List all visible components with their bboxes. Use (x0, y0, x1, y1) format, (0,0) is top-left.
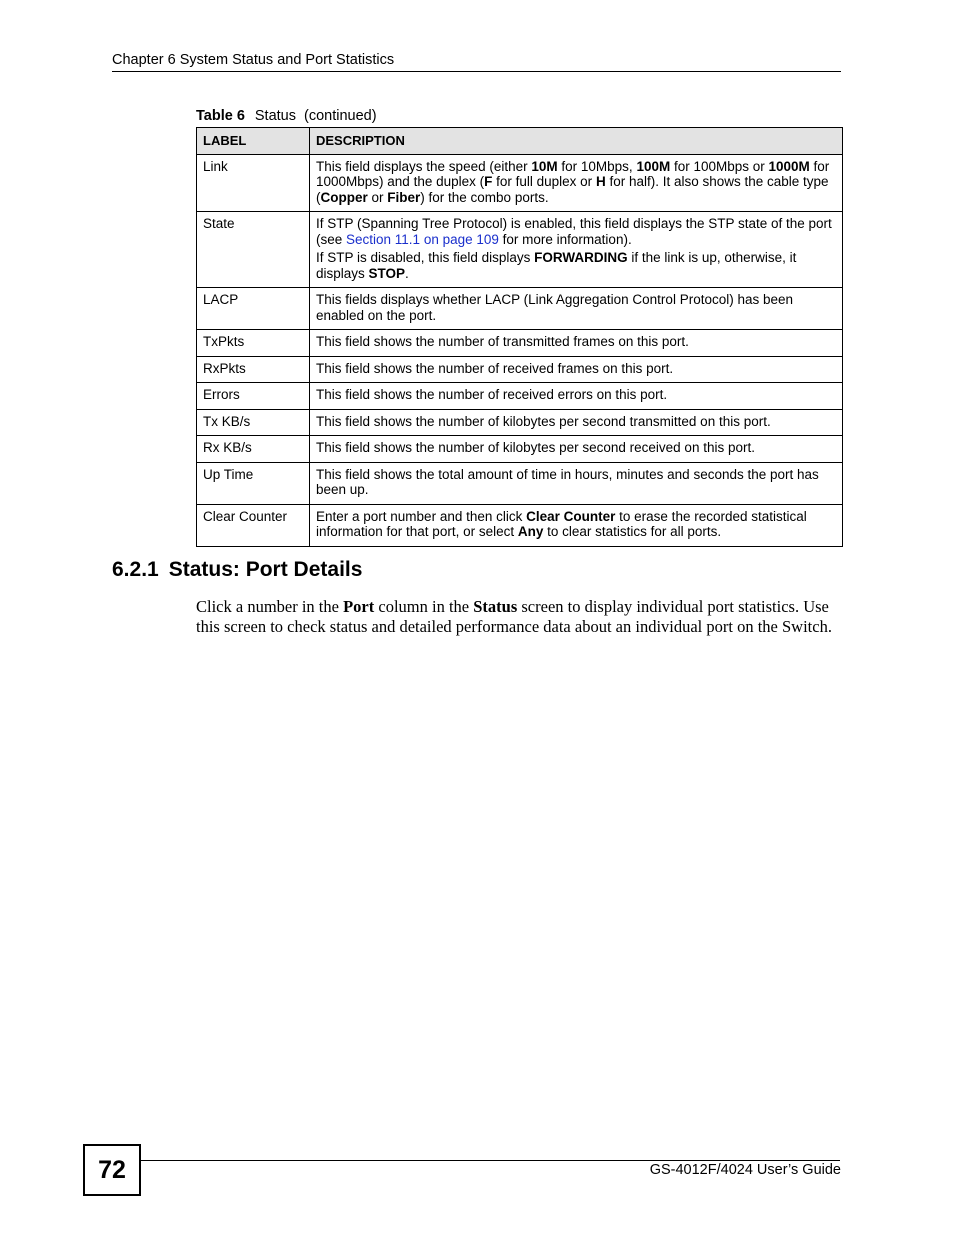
chapter-title: Chapter 6 System Status and Port Statistics (112, 52, 395, 68)
description-paragraph (316, 467, 836, 498)
table-row (197, 504, 843, 546)
row-label: LACP (197, 288, 310, 330)
text-segment: for 100Mbps or (670, 158, 769, 174)
body-bold-status: Status (473, 597, 518, 616)
text-segment: for 10Mbps, (557, 158, 637, 174)
description-paragraph (316, 509, 836, 540)
row-description (310, 154, 843, 212)
description-paragraph (316, 159, 836, 206)
description-paragraph (316, 250, 836, 281)
description-paragraph (316, 361, 836, 377)
body-text-segment: column in the (374, 597, 474, 616)
text-segment: if the link is up, otherwise, it displays (316, 250, 797, 281)
text-segment: This field shows the number of received frames on this port. (316, 360, 674, 376)
text-segment: This field shows the number of transmitted frames on this port. (316, 334, 689, 349)
text-segment: to erase the recorded statistical information for that port, or select (316, 508, 807, 539)
description-paragraph (316, 334, 836, 350)
table-row (197, 154, 843, 212)
row-description (310, 288, 843, 330)
text-segment: This field displays the speed (either (316, 158, 532, 174)
row-description (310, 504, 843, 546)
body-text-segment: Click a number in the (196, 597, 344, 616)
table-body (197, 154, 843, 546)
table-row (197, 436, 843, 463)
bold-term: FORWARDING (534, 250, 628, 265)
text-segment: This field shows the number of received errors on this port. (316, 387, 668, 402)
text-segment: This field shows the number of kilobytes per second transmitted on this port. (316, 413, 771, 429)
text-segment: to clear statistics for all ports. (543, 524, 722, 539)
bold-term: 10M (531, 158, 558, 174)
row-label: State (197, 212, 310, 288)
bold-term: Any (517, 524, 544, 539)
running-header (112, 52, 841, 72)
section-number: 6.2.1 (112, 558, 159, 581)
bold-term: F (484, 174, 493, 189)
description-paragraph (316, 292, 836, 323)
table-caption (196, 108, 377, 124)
row-label: RxPkts (197, 356, 310, 383)
row-label: Up Time (197, 462, 310, 504)
text-segment: This fields displays whether LACP (Link Aggregation Control Protocol) has been enabled on the port. (316, 292, 794, 323)
row-label: Rx KB/s (197, 436, 310, 463)
row-description (310, 356, 843, 383)
row-description (310, 462, 843, 504)
table-header-row (197, 128, 843, 155)
table-number: Table 6 (196, 108, 245, 124)
text-segment: Enter a port number and then click (316, 508, 527, 524)
bold-term: 100M (636, 158, 671, 174)
bold-term: Fiber (387, 189, 421, 205)
bold-term: Clear Counter (526, 508, 616, 524)
text-segment: This field shows the number of kilobytes per second received on this port. (316, 440, 755, 455)
body-bold-port: Port (343, 597, 375, 616)
description-paragraph (316, 440, 836, 456)
label-column-header: LABEL (197, 128, 310, 155)
text-segment: ) for the combo ports. (420, 189, 549, 205)
page-number-box (83, 1144, 141, 1196)
row-description (310, 409, 843, 436)
text-segment: If STP (Spanning Tree Protocol) is enabled, this field displays the STP state of the port (see (316, 216, 832, 247)
table-row (197, 462, 843, 504)
section-title: Status: Port Details (168, 558, 363, 581)
row-label: Errors (197, 383, 310, 410)
page-number: 72 (98, 1155, 126, 1184)
table-row (197, 330, 843, 357)
text-segment: or (367, 189, 388, 205)
row-description (310, 383, 843, 410)
bold-term: STOP (368, 265, 406, 281)
text-segment: If STP is disabled, this field displays (316, 250, 535, 265)
table-row (197, 356, 843, 383)
status-table (196, 127, 843, 547)
table-row (197, 409, 843, 436)
description-column-header: DESCRIPTION (310, 128, 843, 155)
description-paragraph (316, 414, 836, 430)
row-description (310, 330, 843, 357)
table-row (197, 383, 843, 410)
row-label: Clear Counter (197, 504, 310, 546)
table-caption-note: (continued) (304, 108, 377, 124)
text-segment: for half). It also shows the cable type ( (316, 174, 829, 205)
table-row (197, 288, 843, 330)
body-text-segment: screen to display individual port statistics. Use this screen to check status and detailed performance data about an individual port on the Switch. (196, 597, 832, 636)
cross-reference-link[interactable]: Section 11.1 on page 109 (346, 231, 499, 247)
text-segment: for full duplex or (492, 174, 596, 189)
row-description (310, 436, 843, 463)
row-label: TxPkts (197, 330, 310, 357)
bold-term: 1000M (768, 158, 810, 174)
description-paragraph (316, 216, 836, 247)
description-paragraph (316, 387, 836, 403)
body-paragraph (196, 597, 846, 637)
section-heading (112, 558, 362, 582)
text-segment: for 1000Mbps) and the duplex ( (316, 158, 830, 189)
row-description (310, 212, 843, 288)
guide-title: GS-4012F/4024 User’s Guide (649, 1162, 841, 1178)
footer-rule (140, 1160, 840, 1161)
row-label: Tx KB/s (197, 409, 310, 436)
text-segment: for more information). (498, 231, 632, 247)
bold-term: H (595, 174, 606, 189)
text-segment: . (405, 265, 409, 281)
table-row (197, 212, 843, 288)
bold-term: Copper (320, 189, 368, 205)
text-segment: This field shows the total amount of time in hours, minutes and seconds the port has been up. (316, 466, 819, 497)
table-name: Status (254, 108, 296, 124)
row-label: Link (197, 154, 310, 212)
